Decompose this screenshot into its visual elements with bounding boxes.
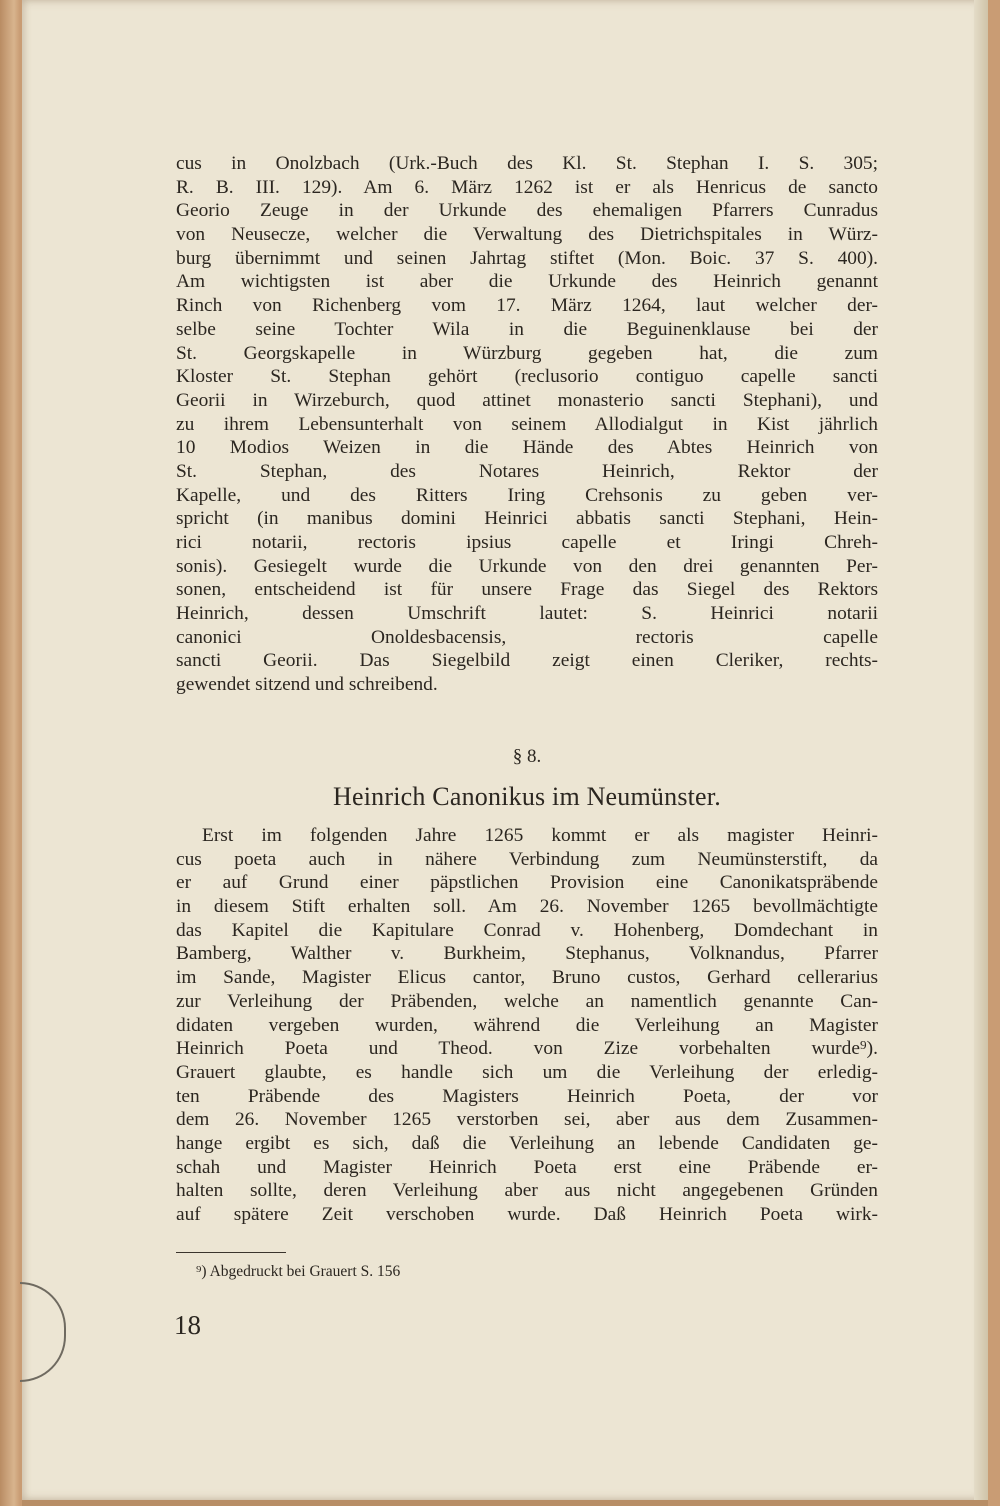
text-line: zu ihrem Lebensunterhalt von seinem Allodialgut in Kist jährlich xyxy=(176,413,878,435)
text-line: Heinrich Poeta und Theod. von Zize vorbehalten wurde⁹). xyxy=(176,1038,878,1060)
text-line: hange ergibt es sich, daß die Verleihung an lebende Candidaten ge- xyxy=(176,1132,878,1154)
text-line: selbe seine Tochter Wila in die Beguinenklause bei der xyxy=(176,318,878,340)
paragraph-2 xyxy=(176,824,878,1227)
text-line: sonen, entscheidend ist für unsere Frage das Siegel des Rektors xyxy=(176,579,878,601)
page-edge xyxy=(974,0,988,1500)
text-line: Georio Zeuge in der Urkunde des ehemaligen Pfarrers Cunradus xyxy=(176,200,878,222)
text-line: sonis). Gesiegelt wurde die Urkunde von den drei genannten Per- xyxy=(176,555,878,577)
text-line: St. Georgskapelle in Würzburg gegeben hat, die zum xyxy=(176,342,878,364)
text-line: canonici Onoldesbacensis, rectoris capelle xyxy=(176,626,878,648)
text-line: gewendet sitzend und schreibend. xyxy=(176,674,438,696)
section-number: § 8. xyxy=(512,746,542,767)
text-line: das Kapitel die Kapitulare Conrad v. Hohenberg, Domdechant in xyxy=(176,919,878,941)
footnote-rule xyxy=(176,1252,286,1253)
body-text xyxy=(176,152,878,1225)
text-line: Erst im folgenden Jahre 1265 kommt er als magister Heinri- xyxy=(202,825,878,846)
text-line: Kloster St. Stephan gehört (reclusorio contiguo capelle sancti xyxy=(176,366,878,388)
text-line: burg übernimmt und seinen Jahrtag stiftet (Mon. Boic. 37 S. 400). xyxy=(176,247,878,269)
text-line: schah und Magister Heinrich Poeta erst eine Präbende er- xyxy=(176,1156,878,1178)
cover-edge xyxy=(22,1500,988,1506)
text-line: im Sande, Magister Elicus cantor, Bruno custos, Gerhard cellerarius xyxy=(176,967,878,989)
text-line: in diesem Stift erhalten soll. Am 26. November 1265 bevollmächtigte xyxy=(176,896,878,918)
text-line: Grauert glaubte, es handle sich um die Verleihung der erledig- xyxy=(176,1061,878,1083)
text-line: sancti Georii. Das Siegelbild zeigt einen Cleriker, rechts- xyxy=(176,650,878,672)
text-line: spricht (in manibus domini Heinrici abbatis sancti Stephani, Hein- xyxy=(176,508,878,530)
text-line: rici notarii, rectoris ipsius capelle et Iringi Chreh- xyxy=(176,532,878,553)
text-line: Kapelle, und des Ritters Iring Crehsonis zu geben ver- xyxy=(176,484,878,506)
text-line: halten sollte, deren Verleihung aber aus nicht angegebenen Gründen xyxy=(176,1180,878,1202)
text-line: cus poeta auch in nähere Verbindung zum Neumünsterstift, da xyxy=(176,848,878,870)
page-number: 18 xyxy=(174,1310,201,1340)
paragraph-1 xyxy=(176,152,878,697)
text-line: von Neusecze, welcher die Verwaltung des Dietrichspitales in Würz- xyxy=(176,224,878,246)
text-line: ten Präbende des Magisters Heinrich Poeta, der vor xyxy=(176,1085,878,1107)
text-line: Bamberg, Walther v. Burkheim, Stephanus, Volknandus, Pfarrer xyxy=(176,943,878,965)
text-line: er auf Grund einer päpstlichen Provision eine Canonikatspräbende xyxy=(176,872,878,894)
text-line: Rinch von Richenberg vom 17. März 1264, laut welcher der- xyxy=(176,295,878,317)
text-line: auf spätere Zeit verschoben wurde. Daß Heinrich Poeta wirk- xyxy=(176,1204,878,1225)
text-line: didaten vergeben wurden, während die Verleihung an Magister xyxy=(176,1014,878,1036)
text-line: 10 Modios Weizen in die Hände des Abtes Heinrich von xyxy=(176,437,878,459)
text-line: R. B. III. 129). Am 6. März 1262 ist er als Henricus de sancto xyxy=(176,176,878,198)
text-line: St. Stephan, des Notares Heinrich, Rektor der xyxy=(176,460,878,482)
text-line: Georii in Wirzeburch, quod attinet monasterio sancti Stephani), und xyxy=(176,389,878,411)
text-line: cus in Onolzbach (Urk.-Buch des Kl. St. Stephan I. S. 305; xyxy=(176,153,878,174)
text-line: zur Verleihung der Präbenden, welche an namentlich genannte Can- xyxy=(176,990,878,1012)
text-line: Heinrich, dessen Umschrift lautet: S. Heinrici notarii xyxy=(176,603,878,625)
footnote: ⁹) Abgedruckt bei Grauert S. 156 xyxy=(196,1263,401,1280)
text-line: Am wichtigsten ist aber die Urkunde des Heinrich genannt xyxy=(176,271,878,293)
text-line: dem 26. November 1265 verstorben sei, aber aus dem Zusammen- xyxy=(176,1109,878,1131)
section-title: Heinrich Canonikus im Neumünster. xyxy=(333,782,721,811)
